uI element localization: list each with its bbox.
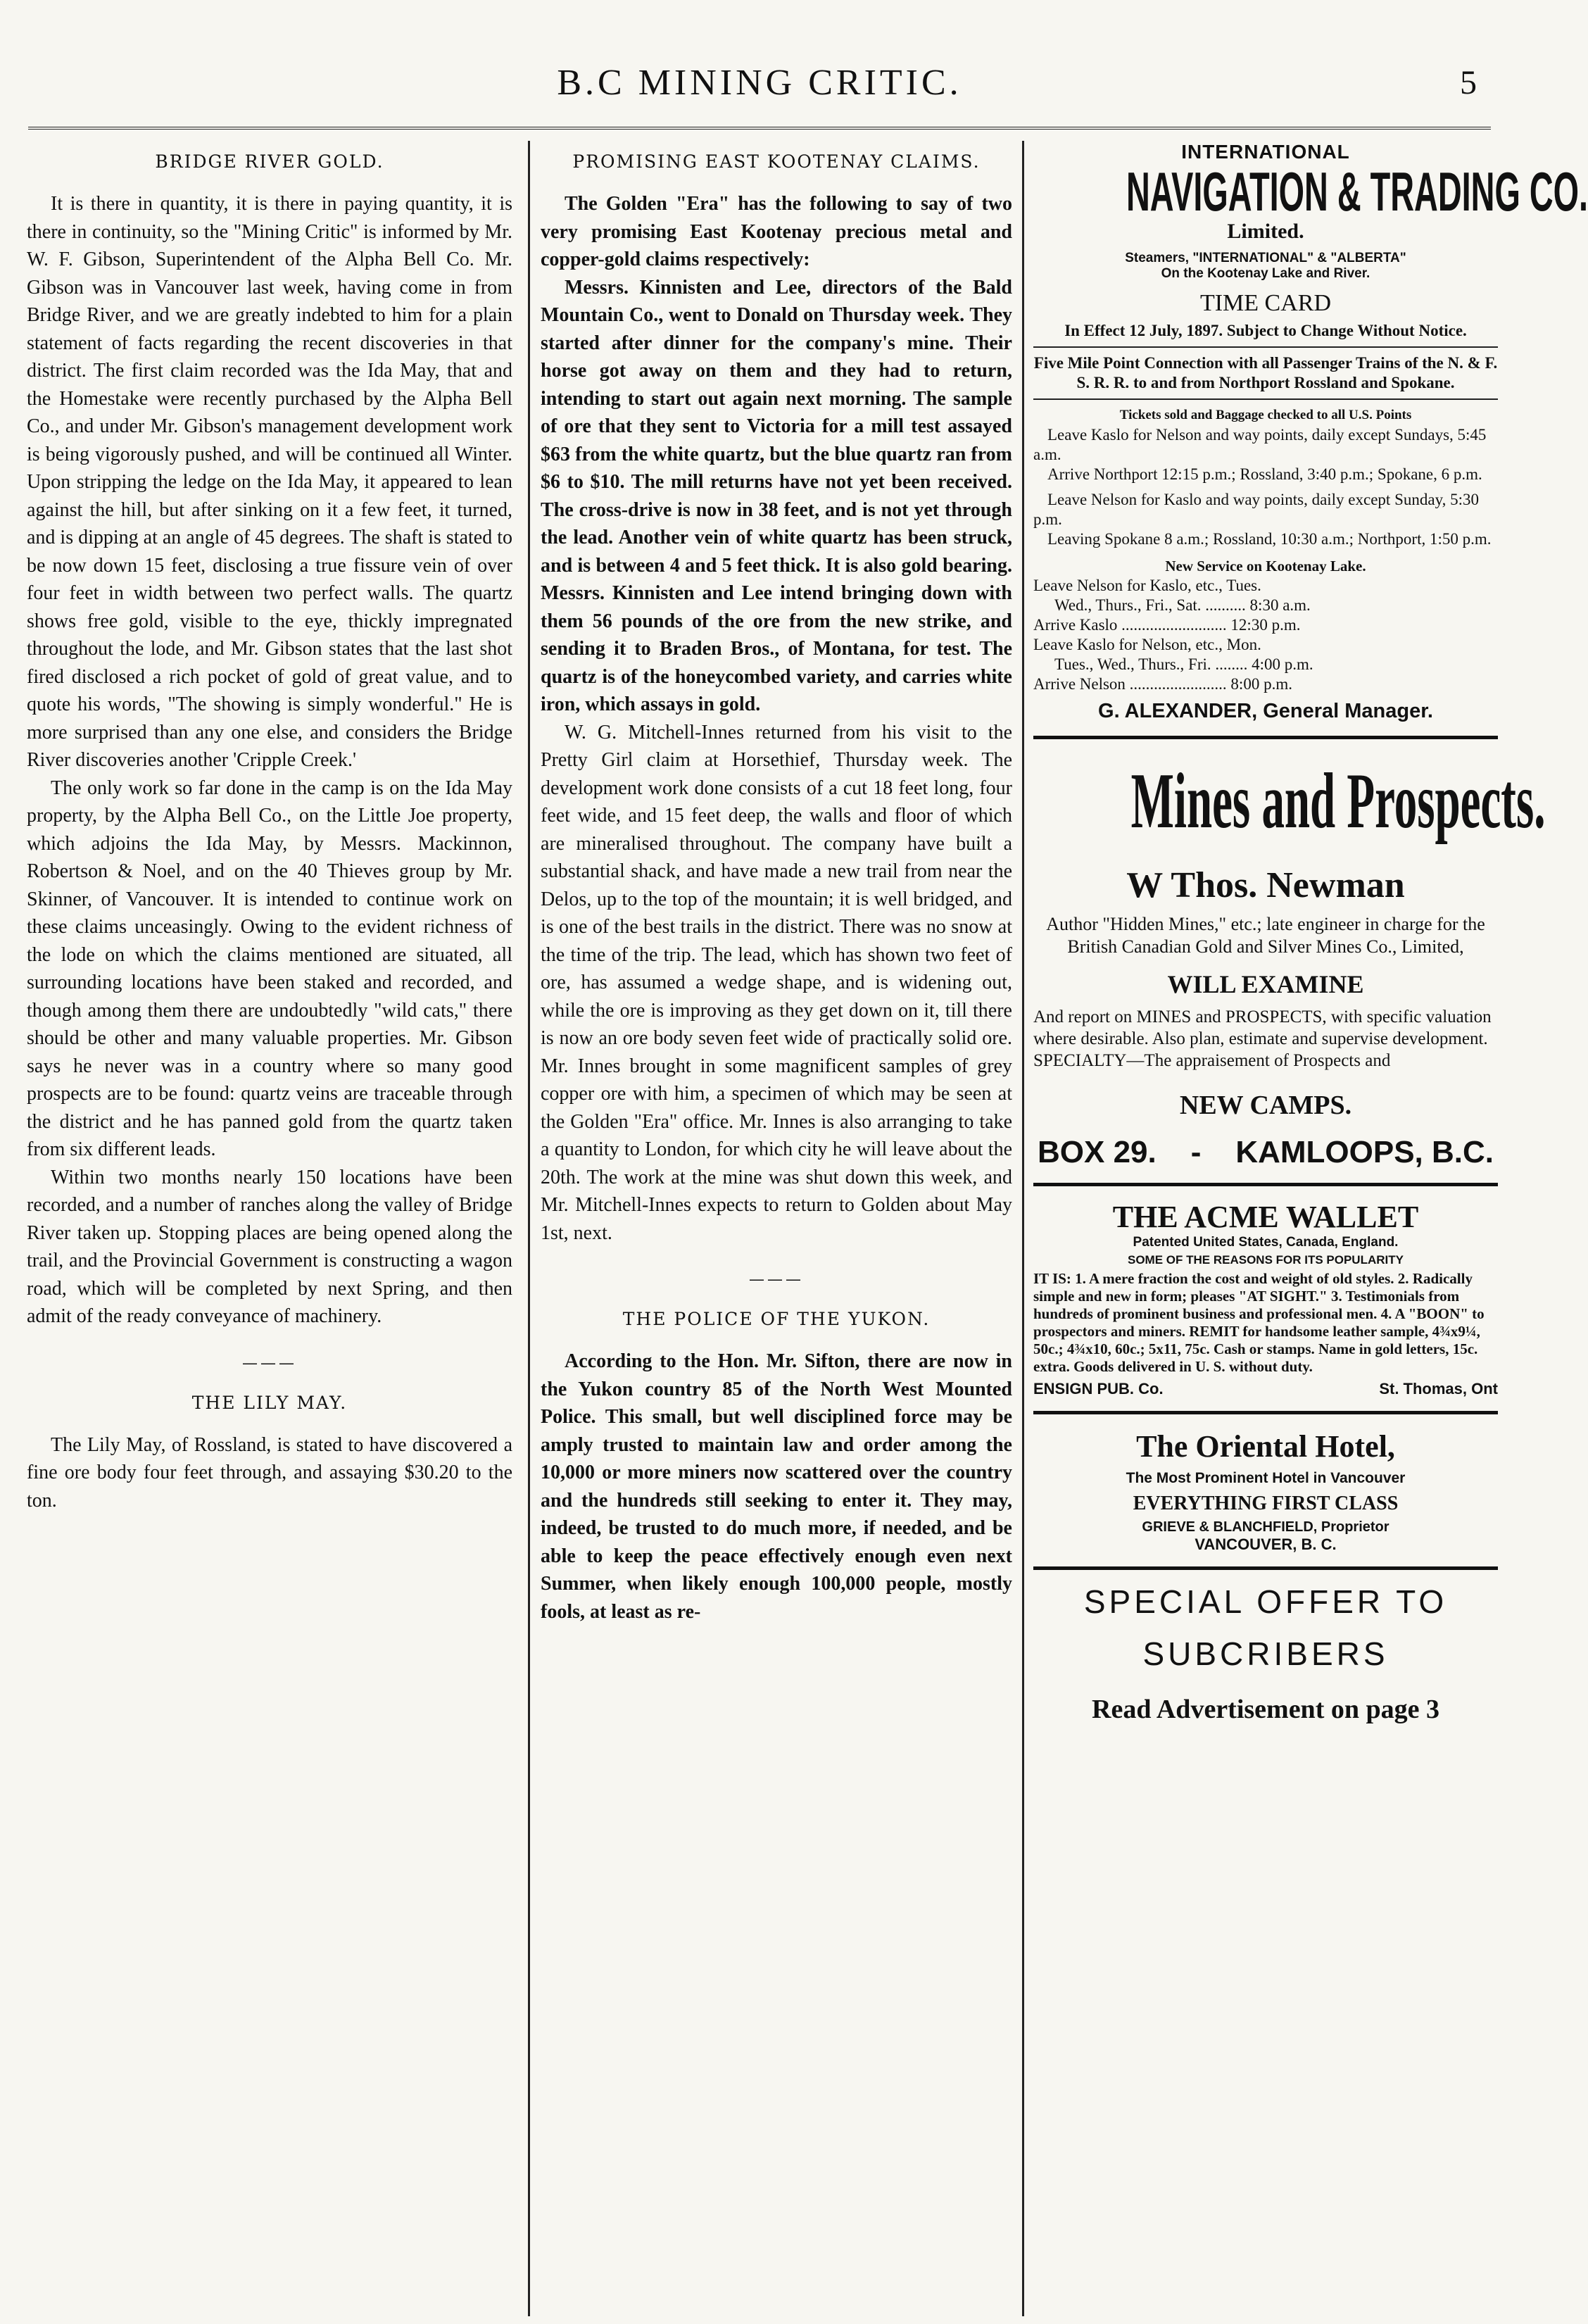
ad-limited: Limited. bbox=[1227, 220, 1304, 243]
timetable-line: Leaving Spokane 8 a.m.; Rossland, 10:30 a.m.; Northport, 1:50 p.m. bbox=[1047, 530, 1492, 548]
schedule-line: Arrive Kaslo .......................... 12:30 p.m. bbox=[1033, 616, 1301, 634]
schedule-line: Arrive Nelson ........................ 8:00 p.m. bbox=[1033, 675, 1292, 693]
ad-patented: Patented United States, Canada, England. bbox=[1133, 1235, 1399, 1250]
newspaper-title: B.C MINING CRITIC. bbox=[557, 63, 962, 103]
ad-lake: On the Kootenay Lake and River. bbox=[1161, 266, 1370, 281]
separator: ——— bbox=[242, 1354, 297, 1372]
timetable-line: Leave Nelson for Kaslo and way points, daily except Sunday, 5:30 p.m. bbox=[1033, 491, 1479, 528]
ad-navigation-trading bbox=[1033, 141, 1588, 723]
column-divider bbox=[1022, 141, 1024, 2316]
ad-title: THE ACME WALLET bbox=[1112, 1200, 1419, 1234]
article-paragraph: W. G. Mitchell-Innes returned from his visit to the Pretty Girl claim at Horsethief, Thursday week. The development work done consists of a cut 18 feet long, four feet wide, and 15 feet deep, the walls and floor of which are mineralised throughout. The company have built a substantial shack, and have made a new trail from near the Delos, up to the top of the mountain; it is well bridged, and is one of the best trails in the district. There was no snow at the time of the trip. The lead, which has shown two feet of ore, has assumed a wedge shape, and is widening out, while the ore is improving as they get down on it, till there is now an ore body seven feet wide of practically solid ore. Mr. Innes brought in some magnificent samples of grey copper ore with him, a specimen of which may be seen at the Golden "Era" office. Mr. Innes is also arranging to take a quantity to London, for which city he will leave about the 20th. The work at the mine was shut down this week, and Mr. Mitchell-Innes expects to return to Golden about May 1st, next. bbox=[541, 721, 1012, 1244]
article-body bbox=[27, 1431, 512, 1515]
article-headline: THE POLICE OF THE YUKON. bbox=[622, 1309, 931, 1329]
ad-report: And report on MINES and PROSPECTS, with specific valuation where desirable. Also plan, estimate and supervise development. SPECIALTY—The appraisement of Prospects and bbox=[1033, 1007, 1492, 1070]
column-middle bbox=[541, 141, 1012, 2309]
ad-manager: G. ALEXANDER, General Manager. bbox=[1098, 700, 1433, 722]
ad-divider bbox=[1033, 1566, 1498, 1570]
ad-box: BOX 29. bbox=[1038, 1135, 1157, 1169]
schedule-line: Leave Kaslo for Nelson, etc., Mon. bbox=[1033, 636, 1261, 653]
ad-dash: - bbox=[1190, 1135, 1202, 1169]
ad-acme-wallet bbox=[1033, 1199, 1498, 1398]
ad-new-service: New Service on Kootenay Lake. bbox=[1165, 558, 1366, 574]
ad-new-camps: NEW CAMPS. bbox=[1179, 1091, 1352, 1120]
ad-contact-line bbox=[1033, 1135, 1498, 1170]
ad-connection: Five Mile Point Connection with all Passenger Trains of the N. & F. S. R. R. to and from Northport Rossland and Spokane. bbox=[1033, 354, 1498, 391]
ad-effect: In Effect 12 July, 1897. Subject to Change Without Notice. bbox=[1064, 322, 1467, 339]
ad-will-examine: WILL EXAMINE bbox=[1167, 970, 1364, 998]
ad-time-card: TIME CARD bbox=[1199, 290, 1332, 316]
ad-proprietor: GRIEVE & BLANCHFIELD, Proprietor bbox=[1142, 1519, 1390, 1535]
ad-place: KAMLOOPS, B.C. bbox=[1235, 1135, 1494, 1169]
ad-divider bbox=[1033, 736, 1498, 739]
article-body bbox=[541, 1348, 1012, 1626]
article-paragraph: According to the Hon. Mr. Sifton, there are now in the Yukon country 85 of the North West Mounted Police. This small, but well disciplined force may be amply trusted to maintain law and order among the 10,000 or more miners now scattered over the country and the hundreds still seeking to enter it. They may, indeed, be trusted to do much more, if needed, and be able to keep the peace effectively enough even next Summer, when likely enough 100,000 people, mostly fools, at least as re- bbox=[541, 1350, 1012, 1623]
article-paragraph: Within two months nearly 150 locations have been recorded, and a number of ranches along the valley of Bridge River taken up. Stopping places are being opened along the trail, and the Provincial Government is constructing a wagon road, which will be completed by next Spring, and then admit of the ready conveyance of machinery. bbox=[27, 1166, 512, 1327]
ad-special-line: SPECIAL OFFER TO bbox=[1083, 1583, 1448, 1620]
article-body bbox=[541, 190, 1012, 1247]
ad-title: NAVIGATION & TRADING CO. bbox=[1126, 161, 1588, 222]
ad-mines-prospects bbox=[1033, 752, 1546, 1170]
ad-publisher: ENSIGN PUB. Co. bbox=[1033, 1380, 1164, 1397]
timetable-line: Arrive Northport 12:15 p.m.; Rossland, 3:40 p.m.; Spokane, 6 p.m. bbox=[1047, 465, 1482, 483]
ad-divider bbox=[1033, 1183, 1498, 1186]
ad-title: The Oriental Hotel, bbox=[1136, 1429, 1395, 1464]
article-headline: THE LILY MAY. bbox=[191, 1392, 348, 1413]
article-paragraph: Messrs. Kinnisten and Lee, directors of the Bald Mountain Co., went to Donald on Thursday week. They started after dinner for the company's mine. Their horse got away on them and they had to return, intending to start out again next morning. The sample of ore that they sent to Victoria for a mill test assayed $63 from the white quartz, but the blue quartz ran from $6 to $10. The mill returns have not yet been received. The cross-drive is now in 38 feet, and is not yet through the lead. Another vein of white quartz has been struck, and is between 4 and 5 feet thick. It is also gold bearing. Messrs. Kinnisten and Lee intend bringing down with them 56 pounds of the ore from the new strike, and sending it to Braden Bros., of Montana, for test. The quartz is of the honeycombed variety, and carries white iron, which assays in gold. bbox=[541, 276, 1012, 715]
timetable bbox=[1033, 321, 1498, 694]
schedule-line: Tues., Wed., Thurs., Fri. ........ 4:00 p.m. bbox=[1054, 655, 1313, 673]
ad-title: Mines and Prospects. bbox=[1130, 758, 1546, 845]
article-headline: PROMISING EAST KOOTENAY CLAIMS. bbox=[572, 151, 981, 172]
ad-special-offer bbox=[1033, 1583, 1498, 1725]
masthead-rule bbox=[28, 127, 1491, 130]
article-headline: BRIDGE RIVER GOLD. bbox=[155, 151, 384, 172]
ad-oriental-hotel bbox=[1033, 1428, 1498, 1554]
article-paragraph: The Lily May, of Rossland, is stated to have discovered a fine ore body four feet through, and assaying $30.20 to the ton. bbox=[27, 1433, 512, 1512]
ad-subtitle: The Most Prominent Hotel in Vancouver bbox=[1126, 1470, 1406, 1486]
ad-body: IT IS: 1. A mere fraction the cost and weight of old styles. 2. Radically simple and new in form; pleases "AT SIGHT." 3. Testimonials from hundreds of prominent business and professional men. 4. A "BOON" to prospectors and miners. REMIT for handsome leather sample, 4¾x9¼, 50c.; 4¾x10, 60c.; 5x11, 75c. Cash or stamps. Name in gold letters, 15c. extra. Goods delivered in U. S. without duty. bbox=[1033, 1270, 1485, 1375]
ad-pretitle: INTERNATIONAL bbox=[1181, 141, 1350, 163]
ad-city: St. Thomas, Ont bbox=[1379, 1380, 1498, 1397]
article-body bbox=[27, 190, 512, 1331]
separator: ——— bbox=[749, 1271, 804, 1288]
ad-description: Author "Hidden Mines," etc.; late engineer in charge for the British Canadian Gold and Silver Mines Co., Limited, bbox=[1046, 914, 1485, 957]
ad-subscribers: SUBCRIBERS bbox=[1142, 1635, 1389, 1672]
ad-tickets: Tickets sold and Baggage checked to all U.S. Points bbox=[1119, 408, 1412, 422]
schedule-line: Leave Nelson for Kaslo, etc., Tues. bbox=[1033, 577, 1261, 594]
ad-steamers: Steamers, "INTERNATIONAL" & "ALBERTA" bbox=[1125, 251, 1406, 265]
ad-city: VANCOUVER, B. C. bbox=[1195, 1535, 1337, 1553]
ad-divider bbox=[1033, 1411, 1498, 1414]
article-paragraph: The Golden "Era" has the following to say of two very promising East Kootenay precious metal and copper-gold claims respectively: bbox=[541, 193, 1012, 270]
article-paragraph: The only work so far done in the camp is on the Ida May property, by the Alpha Bell Co., on the Little Joe property, which adjoins the Ida May, by Messrs. Mackinnon, Robertson & Noel, and on the 40 Thieves group by Mr. Skinner, of Vancouver. It is intended to continue work on these claims unceasingly. Owing to the evident richness of the lode on which the claims mentioned are situated, all surrounding locations have been staked and recorded, and though among them there are undoubtedly "wild cats," there should be other and many valuable properties. Mr. Gibson says he never was in a country where so many good prospects are to be found: quartz veins are traceable through the district and he has panned gold from the quartz taken from six different leads. bbox=[27, 777, 512, 1160]
masthead bbox=[0, 0, 1519, 130]
ad-name: W Thos. Newman bbox=[1126, 865, 1405, 905]
ad-reasons: SOME OF THE REASONS FOR ITS POPULARITY bbox=[1128, 1253, 1404, 1267]
column-divider bbox=[528, 141, 530, 2316]
article-paragraph: It is there in quantity, it is there in paying quantity, it is there in continuity, so the "Mining Critic" is informed by Mr. W. F. Gibson, Superintendent of the Alpha Bell Co. Mr. Gibson was in Vancouver last week, having come in from Bridge River, and we are greatly indebted to him for a plain statement of facts regarding the recent discoveries in that district. The first claim recorded was the Ida May, that and the Homestake were recently purchased by the Alpha Bell Co., and under Mr. Gibson's management development work is being vigorously pushed, and will be continued all Winter. Upon stripping the ledge on the Ida May, it appeared to lean against the hill, but after sinking on it a few feet, it turned, and is dipping at an angle of 45 degrees. The shaft is stated to be now down 15 feet, disclosing a true fissure vein of over four feet in width between two perfect walls. The quartz shows free gold, visible to the eye, thickly impregnated throughout the lode, and Mr. Gibson states that the last shot fired disclosed a rich pocket of gold of great value, and to quote his words, "The showing is simply wonderful." He is more surprised than any one else, and considers the Bridge River discoveries another 'Cripple Creek.' bbox=[27, 193, 512, 771]
column-left bbox=[27, 141, 512, 2309]
schedule-line: Wed., Thurs., Fri., Sat. .......... 8:30 a.m. bbox=[1054, 596, 1311, 614]
column-ads bbox=[1033, 141, 1588, 2309]
ad-everything: EVERYTHING FIRST CLASS bbox=[1133, 1493, 1399, 1514]
ad-footer: Read Advertisement on page 3 bbox=[1092, 1695, 1439, 1724]
ad-footer bbox=[1033, 1380, 1498, 1398]
timetable-line: Leave Kaslo for Nelson and way points, daily except Sundays, 5:45 a.m. bbox=[1033, 426, 1487, 463]
page-number: 5 bbox=[1460, 64, 1477, 101]
